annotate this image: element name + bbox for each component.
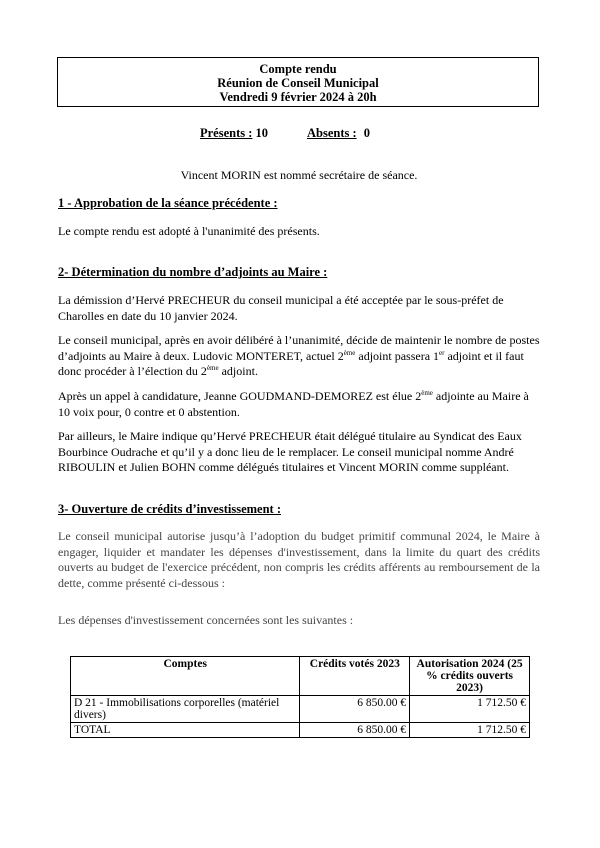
total-autorisation-2024: 1 712.50 € xyxy=(410,723,530,738)
table-row-total xyxy=(71,723,530,738)
section2-paragraph-4: Par ailleurs, le Maire indique qu’Hervé PRECHEUR était délégué titulaire au Syndicat des Eaux Bourbince Oudrache et qu’il y a donc lieu de le remplacer. Le conseil municipal nomme André RIBOULIN et Julien BOHN comme délégués titulaires et Vincent MORIN comme suppléant. xyxy=(58,429,522,474)
header-comptes: Comptes xyxy=(71,657,300,696)
header-autorisation-2024: Autorisation 2024 (25 % crédits ouverts 2023) xyxy=(410,657,530,696)
absents-value: 0 xyxy=(363,126,371,140)
presents-label: Présents : xyxy=(200,126,253,140)
row-credits-2023: 6 850.00 € xyxy=(300,696,410,723)
row-autorisation-2024: 1 712.50 € xyxy=(410,696,530,723)
section3-paragraph-1: Le conseil municipal autorise jusqu’à l’adoption du budget primitif communal 2024, le Maire à engager, liquider et mandater les dépenses d'investissement, dans la limite du quart des crédits ouverts au budget de l'exercice précédent, non compris les crédits afférents au remboursement de la dette, comme présenté ci-dessous : xyxy=(58,529,540,590)
table-row xyxy=(71,696,530,723)
table-header-row xyxy=(71,657,530,696)
absents-label: Absents : xyxy=(307,126,357,140)
row-compte: D 21 - Immobilisations corporelles (matériel divers) xyxy=(71,696,300,723)
header-title: Compte rendu xyxy=(259,62,337,76)
total-credits-2023: 6 850.00 € xyxy=(300,723,410,738)
section2-paragraph-2: Le conseil municipal, après en avoir délibéré à l’unanimité, décide de maintenir le nombre de postes d’adjoints au Maire à deux. Ludovic MONTERET, actuel 2ème adjoint passera 1er adjoint et il faut donc procéder à l’élection du 2ème adjoint. xyxy=(58,333,540,378)
section1-text: Le compte rendu est adopté à l'unanimité des présents. xyxy=(58,224,320,238)
secretary-line: Vincent MORIN est nommé secrétaire de séance. xyxy=(180,168,418,182)
presents-line xyxy=(200,126,268,141)
header-box xyxy=(57,57,539,107)
section3-paragraph-2: Les dépenses d'investissement concernées sont les suivantes : xyxy=(58,613,354,627)
section3-title: 3- Ouverture de crédits d’investissement : xyxy=(58,502,281,516)
credits-table xyxy=(70,656,530,738)
section2-paragraph-3: Après un appel à candidature, Jeanne GOUDMAND-DEMOREZ est élue 2ème adjointe au Maire à 10 voix pour, 0 contre et 0 abstention. xyxy=(58,389,529,419)
absents-line xyxy=(307,126,370,141)
section2-paragraph-1: La démission d’Hervé PRECHEUR du conseil municipal a été acceptée par le sous-préfet de Charolles en date du 10 janvier 2024. xyxy=(58,293,504,323)
header-credits-2023: Crédits votés 2023 xyxy=(300,657,410,696)
header-date: Vendredi 9 février 2024 à 20h xyxy=(219,90,377,104)
presents-value: 10 xyxy=(255,126,269,140)
total-label: TOTAL xyxy=(71,723,300,738)
header-meeting: Réunion de Conseil Municipal xyxy=(217,76,379,90)
section2-title: 2- Détermination du nombre d’adjoints au Maire : xyxy=(58,265,328,279)
section1-title: 1 - Approbation de la séance précédente : xyxy=(58,196,278,210)
